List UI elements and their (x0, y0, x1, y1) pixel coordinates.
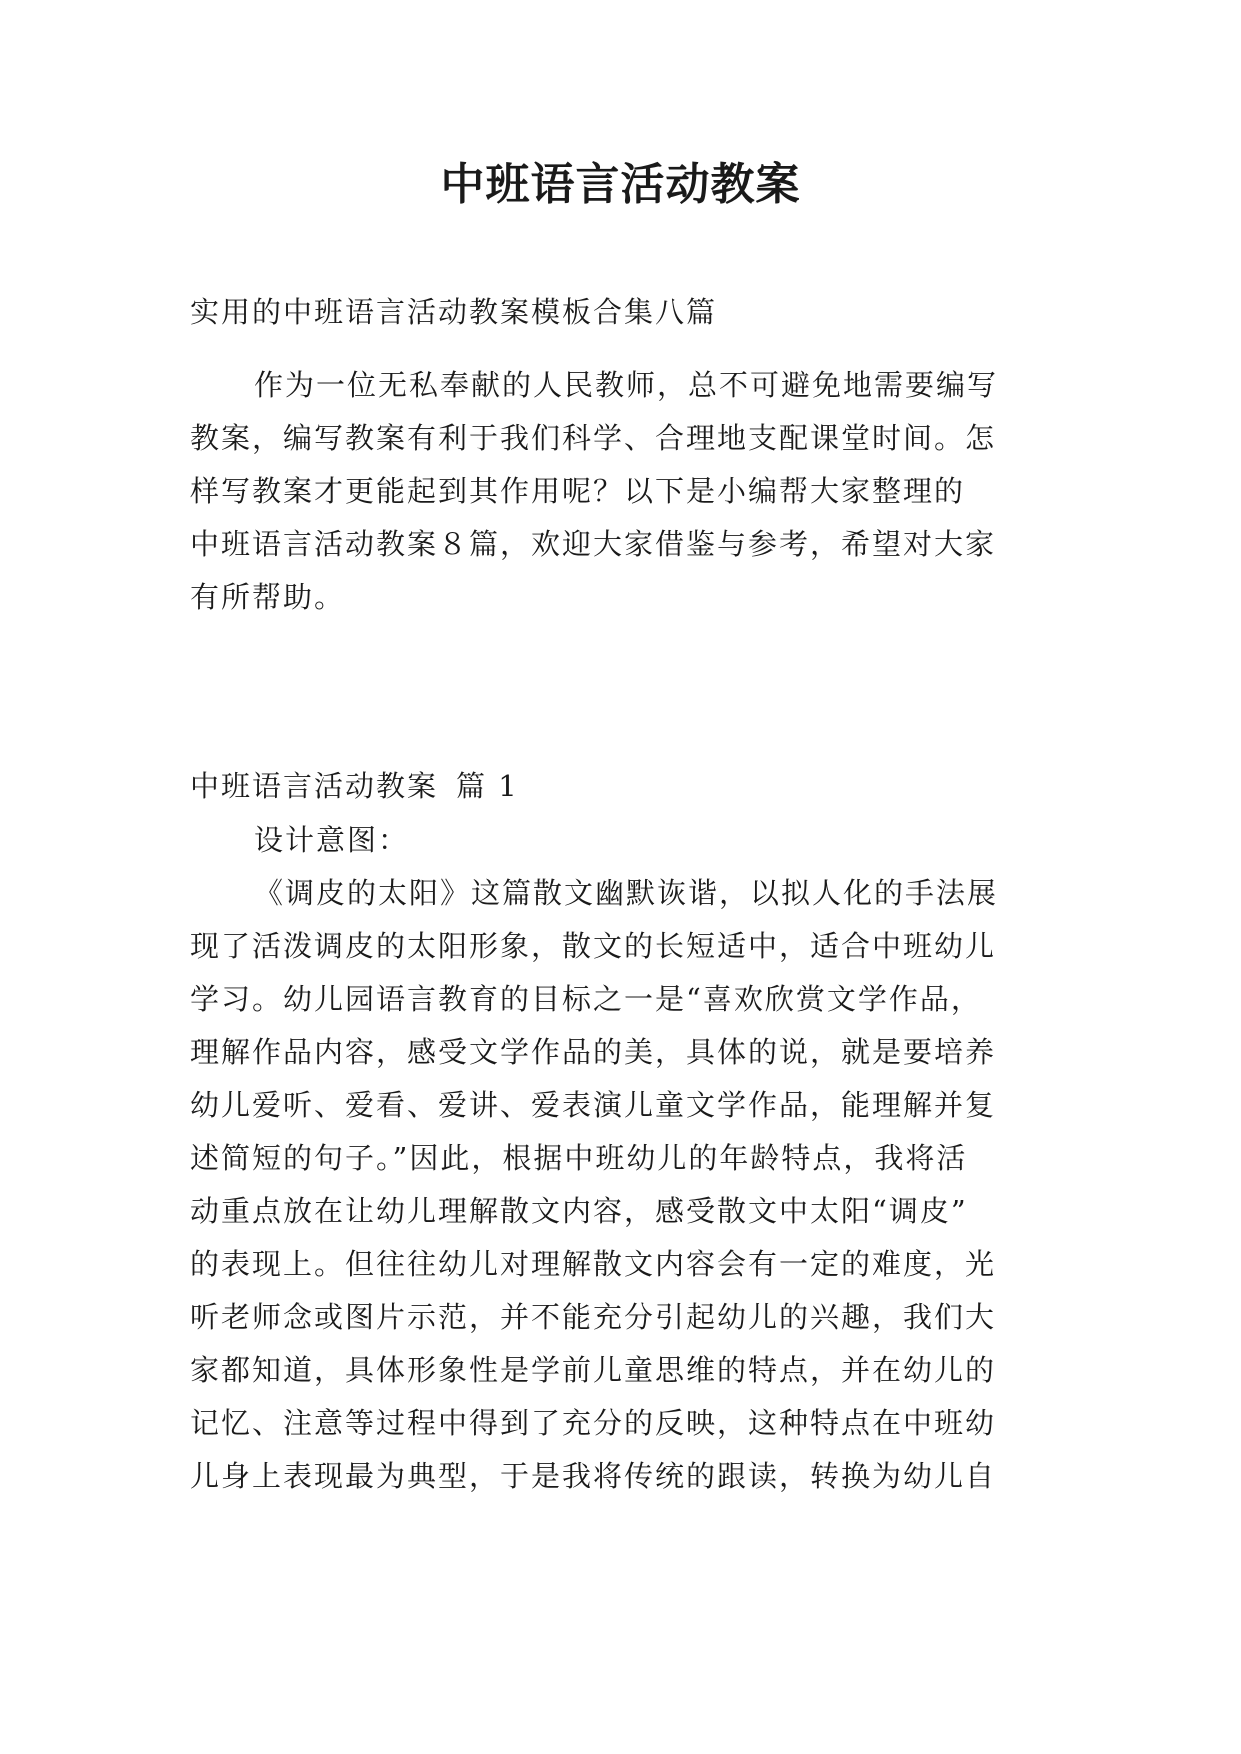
intro-line: 样写教案才更能起到其作用呢？以下是小编帮大家整理的 (190, 474, 966, 508)
document-title: 中班语言活动教案 (440, 159, 801, 210)
section-number: 篇 1 (456, 769, 519, 803)
document-subtitle: 实用的中班语言活动教案模板合集八篇 (190, 295, 718, 329)
body-line: 儿身上表现最为典型，于是我将传统的跟读，转换为幼儿自 (190, 1459, 997, 1493)
section-subheading: 设计意图： (254, 823, 410, 857)
body-line: 的表现上。但往往幼儿对理解散文内容会有一定的难度，光 (190, 1247, 997, 1281)
body-line: 理解作品内容，感受文学作品的美，具体的说，就是要培养 (190, 1035, 997, 1069)
body-line: 动重点放在让幼儿理解散文内容，感受散文中太阳“调皮” (190, 1194, 968, 1228)
body-line: 现了活泼调皮的太阳形象，散文的长短适中，适合中班幼儿 (190, 929, 997, 963)
body-line: 幼儿爱听、爱看、爱讲、爱表演儿童文学作品，能理解并复 (190, 1088, 997, 1122)
body-line: 家都知道，具体形象性是学前儿童思维的特点，并在幼儿的 (190, 1353, 997, 1387)
section-heading (190, 766, 519, 806)
body-line: 《调皮的太阳》这篇散文幽默诙谐，以拟人化的手法展 (254, 876, 999, 910)
intro-line: 作为一位无私奉献的人民教师，总不可避免地需要编写 (254, 368, 999, 402)
body-line: 记忆、注意等过程中得到了充分的反映，这种特点在中班幼 (190, 1406, 997, 1440)
intro-line: 教案，编写教案有利于我们科学、合理地支配课堂时间。怎 (190, 421, 997, 455)
intro-line: 中班语言活动教案８篇，欢迎大家借鉴与参考，希望对大家 (190, 527, 997, 561)
section-heading-text: 中班语言活动教案 (190, 769, 439, 803)
body-line: 听老师念或图片示范，并不能充分引起幼儿的兴趣，我们大 (190, 1300, 997, 1334)
body-line: 学习。幼儿园语言教育的目标之一是“喜欢欣赏文学作品， (190, 982, 982, 1016)
intro-line: 有所帮助。 (190, 580, 346, 614)
body-line: 述简短的句子。”因此，根据中班幼儿的年龄特点，我将活 (190, 1141, 968, 1175)
